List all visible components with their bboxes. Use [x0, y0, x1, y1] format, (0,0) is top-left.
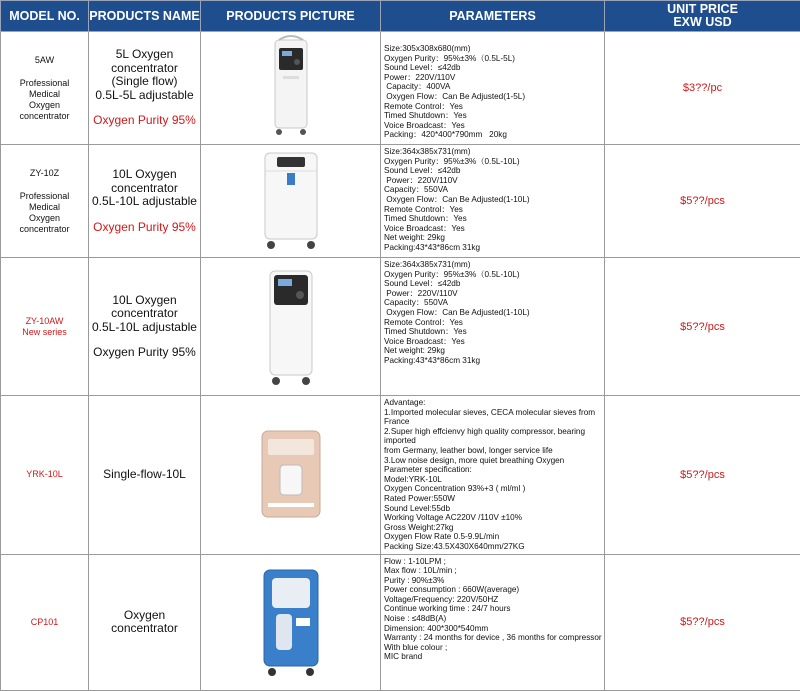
params-cell	[381, 32, 605, 145]
model-code: YRK-10L	[26, 469, 63, 479]
params-text: Size:364x385x731(mm) Oxygen Purity：95%±3%（0.5L-10L) Sound Level：≤42db Power：220V/110V Capacity：550VA Oxygen Flow：Can Be Adjusted(1-10L) Remote Control：Yes Timed Shutdown：Yes Voice Broadcast：Yes Net weight: 29kg Packing:43*43*86cm 31kg	[384, 147, 602, 253]
header-picture: PRODUCTS PICTURE	[201, 1, 381, 32]
model-code: ZY-10Z	[1, 168, 88, 179]
table-row	[1, 145, 800, 258]
oxygen-concentrator-image	[246, 562, 336, 682]
model-cell	[1, 554, 89, 690]
price-cell: $5??/pcs	[605, 145, 800, 258]
product-name: Single-flow-10L	[103, 467, 186, 481]
model-desc: Professional Medical Oxygen concentrator	[1, 78, 88, 122]
header-price-line1: UNIT PRICE	[605, 3, 800, 16]
params-cell	[381, 396, 605, 555]
picture-cell	[201, 396, 381, 555]
params-cell	[381, 258, 605, 396]
header-name: PRODUCTS NAME	[89, 1, 201, 32]
model-code: ZY-10AW	[1, 316, 88, 327]
model-code: 5AW	[1, 55, 88, 66]
model-cell	[1, 258, 89, 396]
params-text: Flow : 1-10LPM ; Max flow : 10L/min ; Purity : 90%±3% Power consumption : 660W(average) Voltage/Frequency: 220V/50HZ Continue working time : 24/7 hours Noise : ≤48dB(A) Dimension: 400*300*540mm Warranty : 24 months for device , 36 months for compressor With blue colour ; MIC brand	[384, 557, 602, 663]
picture-cell	[201, 32, 381, 145]
oxygen-concentrator-image	[256, 263, 326, 391]
params-cell	[381, 145, 605, 258]
header-price-line2: EXW USD	[605, 16, 800, 29]
table-row	[1, 554, 800, 690]
params-text: Advantage: 1.Imported molecular sieves, CECA molecular sieves from France 2.Super high effcienvy high quality compressor, bearing imported from Germany, leather bowl, longer service life 3.Low noise design, more quiet breathing Oxygen Parameter specification: Model:YRK-10L Oxygen Concentration 93%+3 ( ml/ml ) Rated Power:550W Sound Level:55db Working Voltage AC220V /110V ±10% Gross Weight:27kg Oxygen Flow Rate 0.5-9.9L/min Packing Size:43.5X430X640mm/27KG	[384, 398, 602, 552]
table-row	[1, 396, 800, 555]
model-cell	[1, 145, 89, 258]
product-name: 5L Oxygen concentrator (Single flow) 0.5L-5L adjustable	[89, 48, 200, 102]
product-name: 10L Oxygen concentrator 0.5L-10L adjustable	[89, 168, 200, 209]
price-cell: $5??/pcs	[605, 396, 800, 555]
picture-cell	[201, 145, 381, 258]
header-params: PARAMETERS	[381, 1, 605, 32]
name-cell	[89, 258, 201, 396]
model-code: CP101	[31, 617, 59, 627]
product-name: 10L Oxygen concentrator 0.5L-10L adjustable	[89, 294, 200, 335]
picture-cell	[201, 258, 381, 396]
price-cell: $5??/pcs	[605, 258, 800, 396]
table-row	[1, 32, 800, 145]
name-cell	[89, 32, 201, 145]
product-name: Oxygen concentrator	[111, 608, 178, 636]
oxygen-concentrator-image	[246, 425, 336, 525]
name-cell	[89, 396, 201, 555]
price-cell: $3??/pc	[605, 32, 800, 145]
params-text: Size:364x385x731(mm) Oxygen Purity：95%±3%（0.5L-10L) Sound Level：≤42db Power：220V/110V Capacity：550VA Oxygen Flow：Can Be Adjusted(1-10L) Remote Control：Yes Timed Shutdown：Yes Voice Broadcast：Yes Net weight: 29kg Packing:43*43*86cm 31kg	[384, 260, 602, 366]
params-text: Size:305x308x680(mm) Oxygen Purity：95%±3%（0.5L-5L) Sound Level：≤42db Power：220V/110V Capacity：400VA Oxygen Flow：Can Be Adjusted(1-5L) Remote Control：Yes Timed Shutdown：Yes Voice Broadcast：Yes Packing：420*400*790mm 20kg	[384, 44, 602, 140]
name-cell	[89, 554, 201, 690]
params-cell	[381, 554, 605, 690]
oxygen-concentrator-image	[251, 147, 331, 255]
price-cell: $5??/pcs	[605, 554, 800, 690]
name-cell	[89, 145, 201, 258]
table-row	[1, 258, 800, 396]
model-cell	[1, 32, 89, 145]
model-cell	[1, 396, 89, 555]
model-desc: New series	[1, 327, 88, 338]
header-price	[605, 1, 800, 32]
header-row	[1, 1, 800, 32]
purity-label: Oxygen Purity 95%	[89, 114, 200, 128]
oxygen-concentrator-image	[261, 34, 321, 142]
picture-cell	[201, 554, 381, 690]
purity-label: Oxygen Purity 95%	[89, 221, 200, 235]
model-desc: Professional Medical Oxygen concentrator	[1, 191, 88, 235]
purity-label: Oxygen Purity 95%	[89, 346, 200, 360]
header-model: MODEL NO.	[1, 1, 89, 32]
